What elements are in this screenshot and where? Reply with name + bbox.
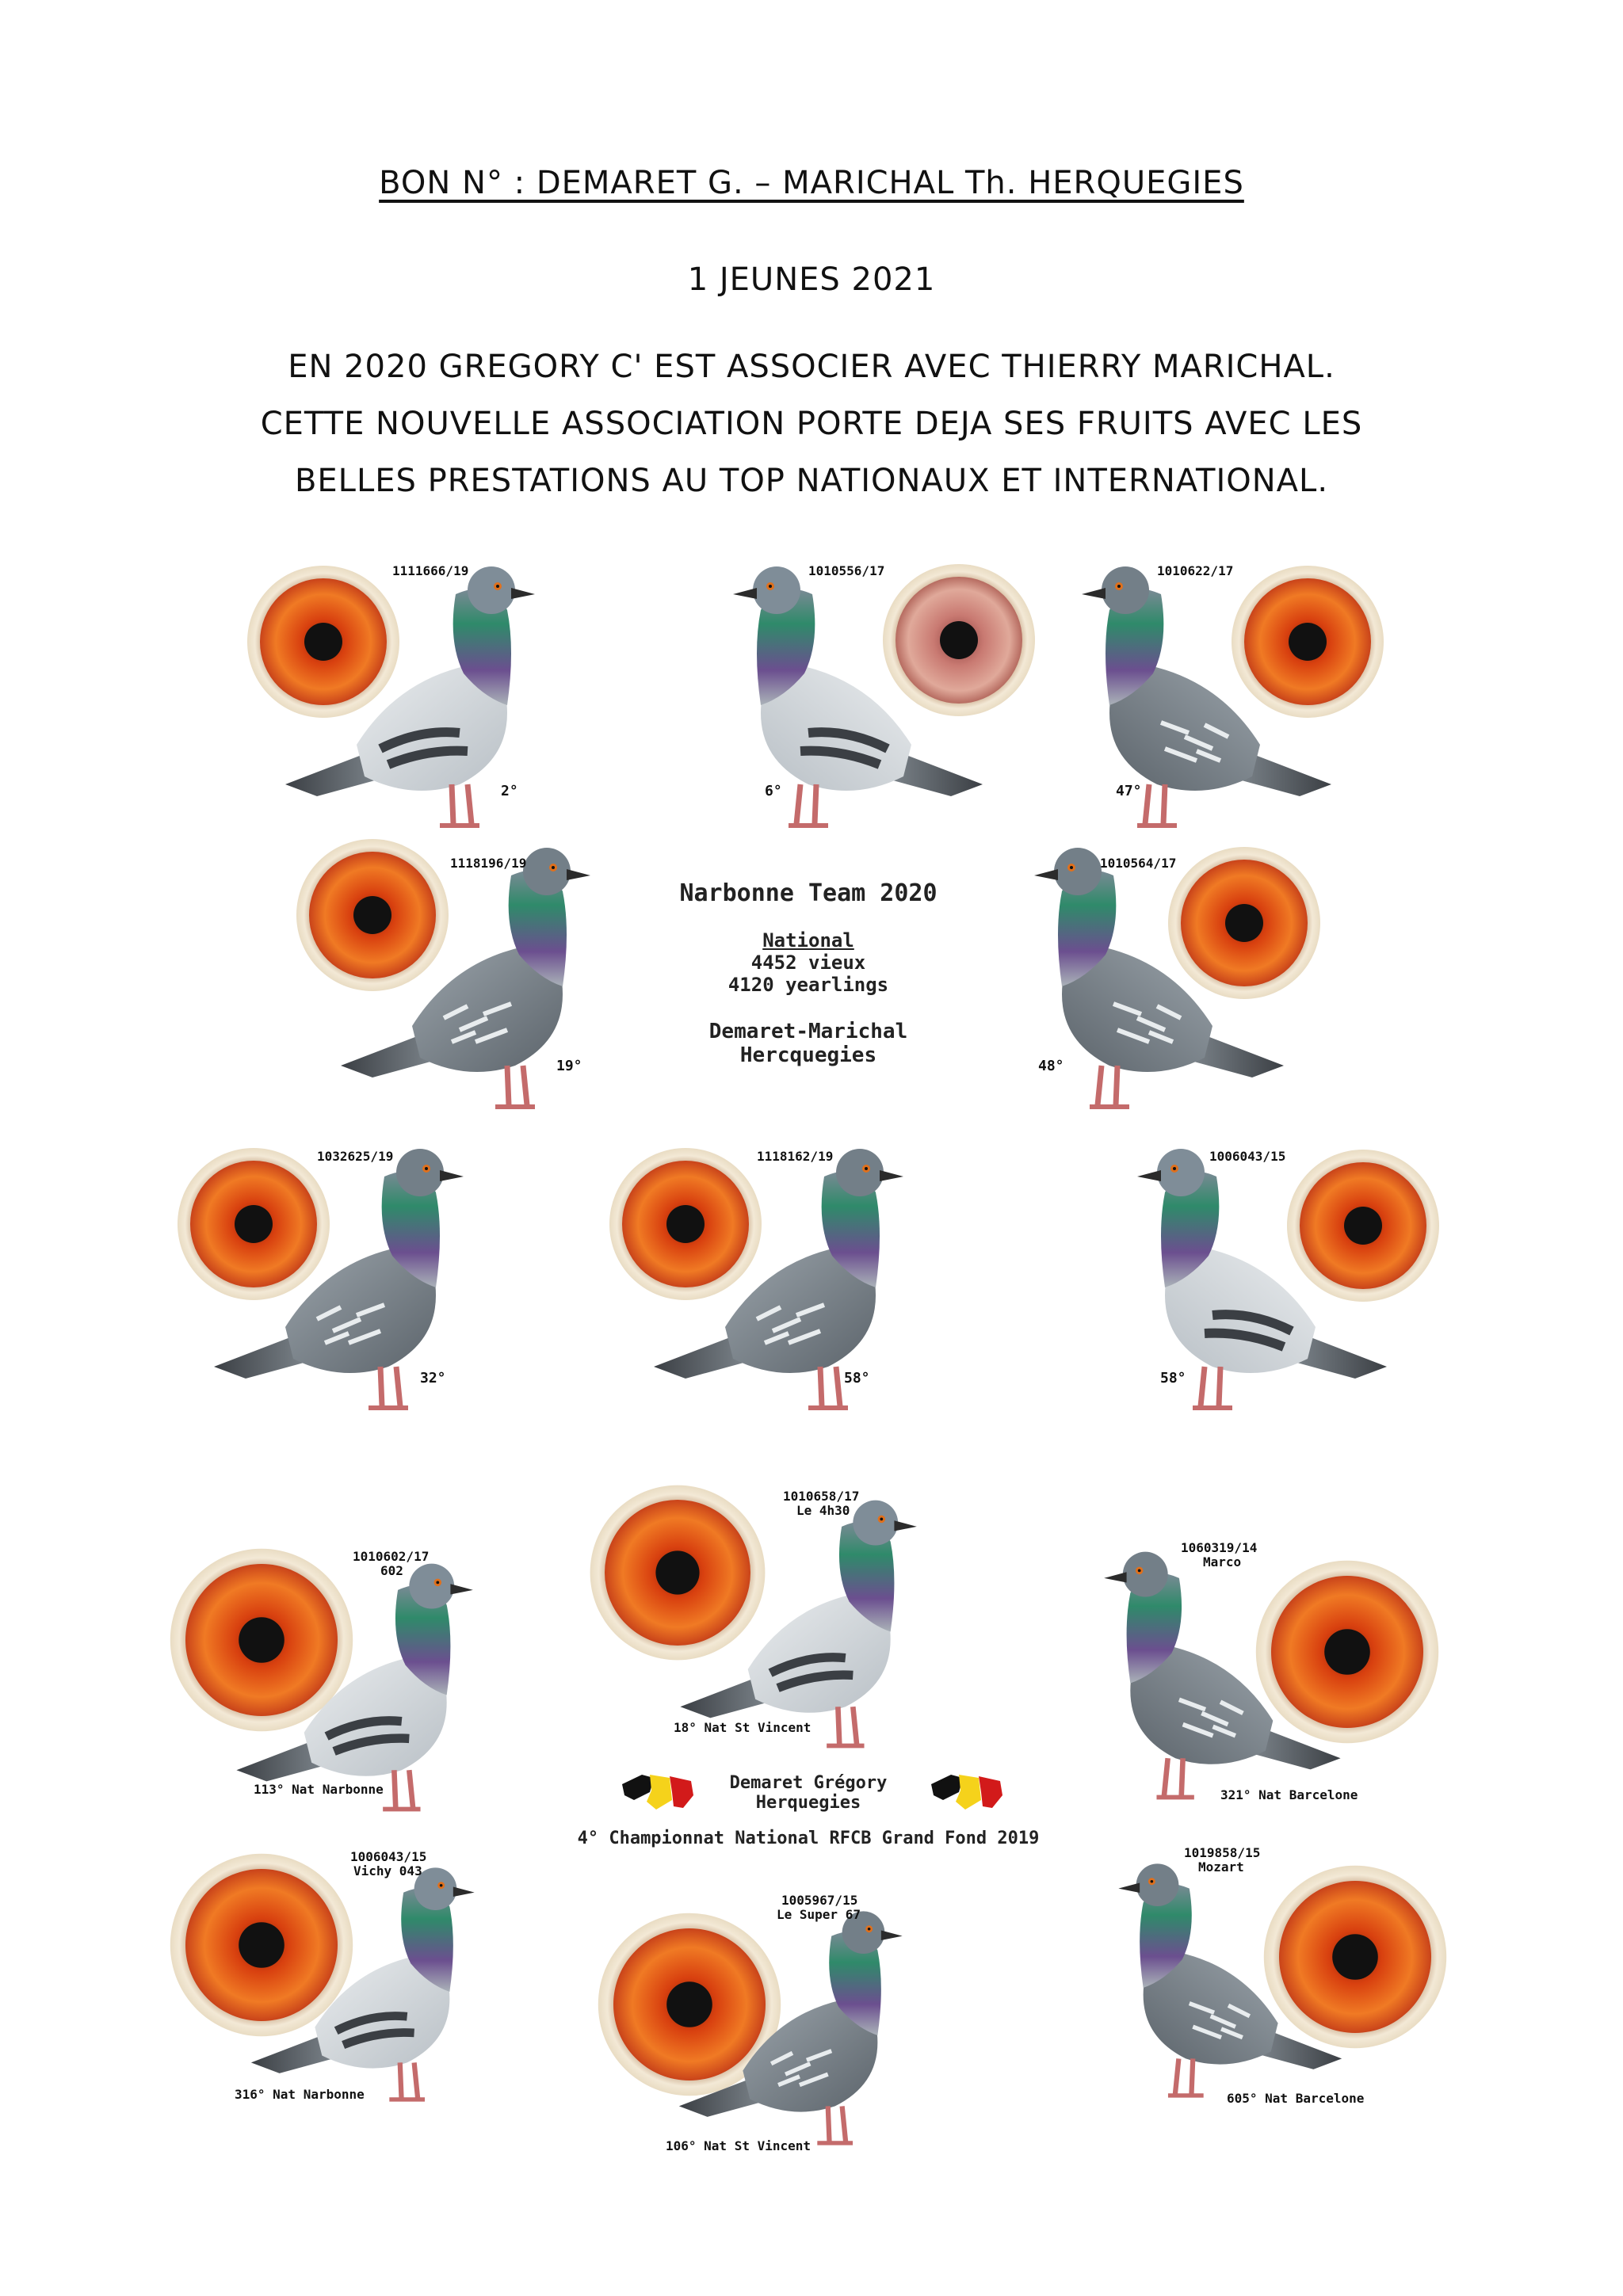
pigeon-illustration <box>325 828 610 1129</box>
bird-result: 316° Nat Narbonne <box>235 2087 365 2102</box>
bird-place: 2° <box>501 783 518 799</box>
document-title-text: BON N° : DEMARET G. – MARICHAL Th. HERQUEGIES <box>379 165 1244 201</box>
bird-name: Vichy 043 <box>353 1863 422 1878</box>
team-name: Demaret-Marichal <box>708 1020 908 1043</box>
bird-name: Le 4h30 <box>796 1503 850 1518</box>
bird-place: 58° <box>844 1370 870 1386</box>
bird-name: Le Super 67 <box>777 1907 861 1922</box>
bird-card-10 <box>166 1545 547 1830</box>
team-info-block <box>618 879 999 1067</box>
bird-card-6 <box>174 1129 491 1430</box>
intro-line-1: EN 2020 GREGORY C' EST ASSOCIER AVEC THIERRY MARICHAL. <box>288 349 1335 385</box>
pigeon-illustration <box>269 547 555 848</box>
bird-ring: 1005967/15 <box>781 1893 858 1908</box>
bird-result: 605° Nat Barcelone <box>1227 2091 1365 2106</box>
bird-ring: 1010602/17 <box>353 1549 430 1564</box>
eye-illustration <box>1284 1146 1442 1305</box>
bird-card-4 <box>293 828 610 1129</box>
bird-result: 113° Nat Narbonne <box>254 1782 384 1797</box>
intro-line-3: BELLES PRESTATIONS AU TOP NATIONAUX ET INTERNATIONAL. <box>294 463 1329 499</box>
bird-ring: 1032625/19 <box>317 1149 394 1164</box>
bird-card-7 <box>606 1129 923 1430</box>
eye-illustration <box>1260 1862 1450 2052</box>
team-name: Demaret Grégory <box>729 1773 888 1793</box>
bird-result: 321° Nat Barcelone <box>1220 1787 1358 1802</box>
belgium-flag-icon <box>927 1768 1006 1816</box>
bird-place: 58° <box>1160 1370 1186 1386</box>
team-info-block <box>682 1773 935 1813</box>
bird-name: 602 <box>380 1563 403 1578</box>
bird-ring: 1118162/19 <box>757 1149 834 1164</box>
document-title <box>0 165 1623 201</box>
bird-ring: 1019858/15 <box>1184 1845 1261 1860</box>
bird-ring: 1060319/14 <box>1181 1540 1258 1555</box>
eye-illustration <box>1228 563 1387 721</box>
bird-name: Mozart <box>1198 1859 1244 1875</box>
bird-ring: 1010622/17 <box>1157 563 1234 578</box>
bird-card-14 <box>1086 1846 1466 2115</box>
bird-card-9 <box>586 1482 967 1767</box>
bird-place: 6° <box>765 783 782 799</box>
bird-ring: 1118196/19 <box>450 856 527 871</box>
pigeon-illustration <box>638 1129 923 1430</box>
bird-card-1 <box>238 547 555 848</box>
eye-illustration <box>1252 1557 1442 1747</box>
bird-result: 18° Nat St Vincent <box>674 1720 812 1735</box>
bird-ring: 1111666/19 <box>392 563 469 578</box>
bird-place: 19° <box>556 1058 582 1074</box>
bird-ring: 1010658/17 <box>783 1489 860 1504</box>
bird-ring: 1010556/17 <box>808 563 885 578</box>
bird-name: Marco <box>1203 1554 1242 1569</box>
bird-card-8 <box>1117 1129 1450 1430</box>
bird-card-5 <box>1014 828 1347 1129</box>
bird-ring: 1006043/15 <box>1209 1149 1286 1164</box>
bird-card-13 <box>594 1894 975 2163</box>
championship-title: 4° Championnat National RFCB Grand Fond 2019 <box>577 1829 1040 1848</box>
bird-result: 106° Nat St Vincent <box>666 2138 812 2153</box>
bird-place: 47° <box>1116 783 1142 799</box>
yearlings-count: 4120 yearlings <box>727 974 889 996</box>
bird-ring: 1010564/17 <box>1100 856 1177 871</box>
intro-line-2: CETTE NOUVELLE ASSOCIATION PORTE DEJA SES FRUITS AVEC LES <box>260 406 1363 442</box>
document-subtitle: 1 JEUNES 2021 <box>687 261 936 298</box>
bird-card-3 <box>1062 547 1395 848</box>
bird-place: 48° <box>1038 1058 1064 1074</box>
bird-ring: 1006043/15 <box>350 1849 427 1864</box>
pigeon-illustration <box>222 1850 507 2119</box>
national-label: National <box>762 929 854 952</box>
bird-card-11 <box>1078 1533 1458 1818</box>
bird-place: 32° <box>420 1370 446 1386</box>
team-town: Hercquegies <box>739 1043 877 1067</box>
bird-card-2 <box>713 547 1030 848</box>
eye-illustration <box>1165 844 1323 1002</box>
team-town: Herquegies <box>755 1793 861 1813</box>
pigeon-illustration <box>650 1894 935 2163</box>
eye-illustration <box>880 561 1038 719</box>
team-title: Narbonne Team 2020 <box>679 879 938 907</box>
bird-card-12 <box>166 1850 547 2119</box>
vieux-count: 4452 vieux <box>750 952 866 974</box>
